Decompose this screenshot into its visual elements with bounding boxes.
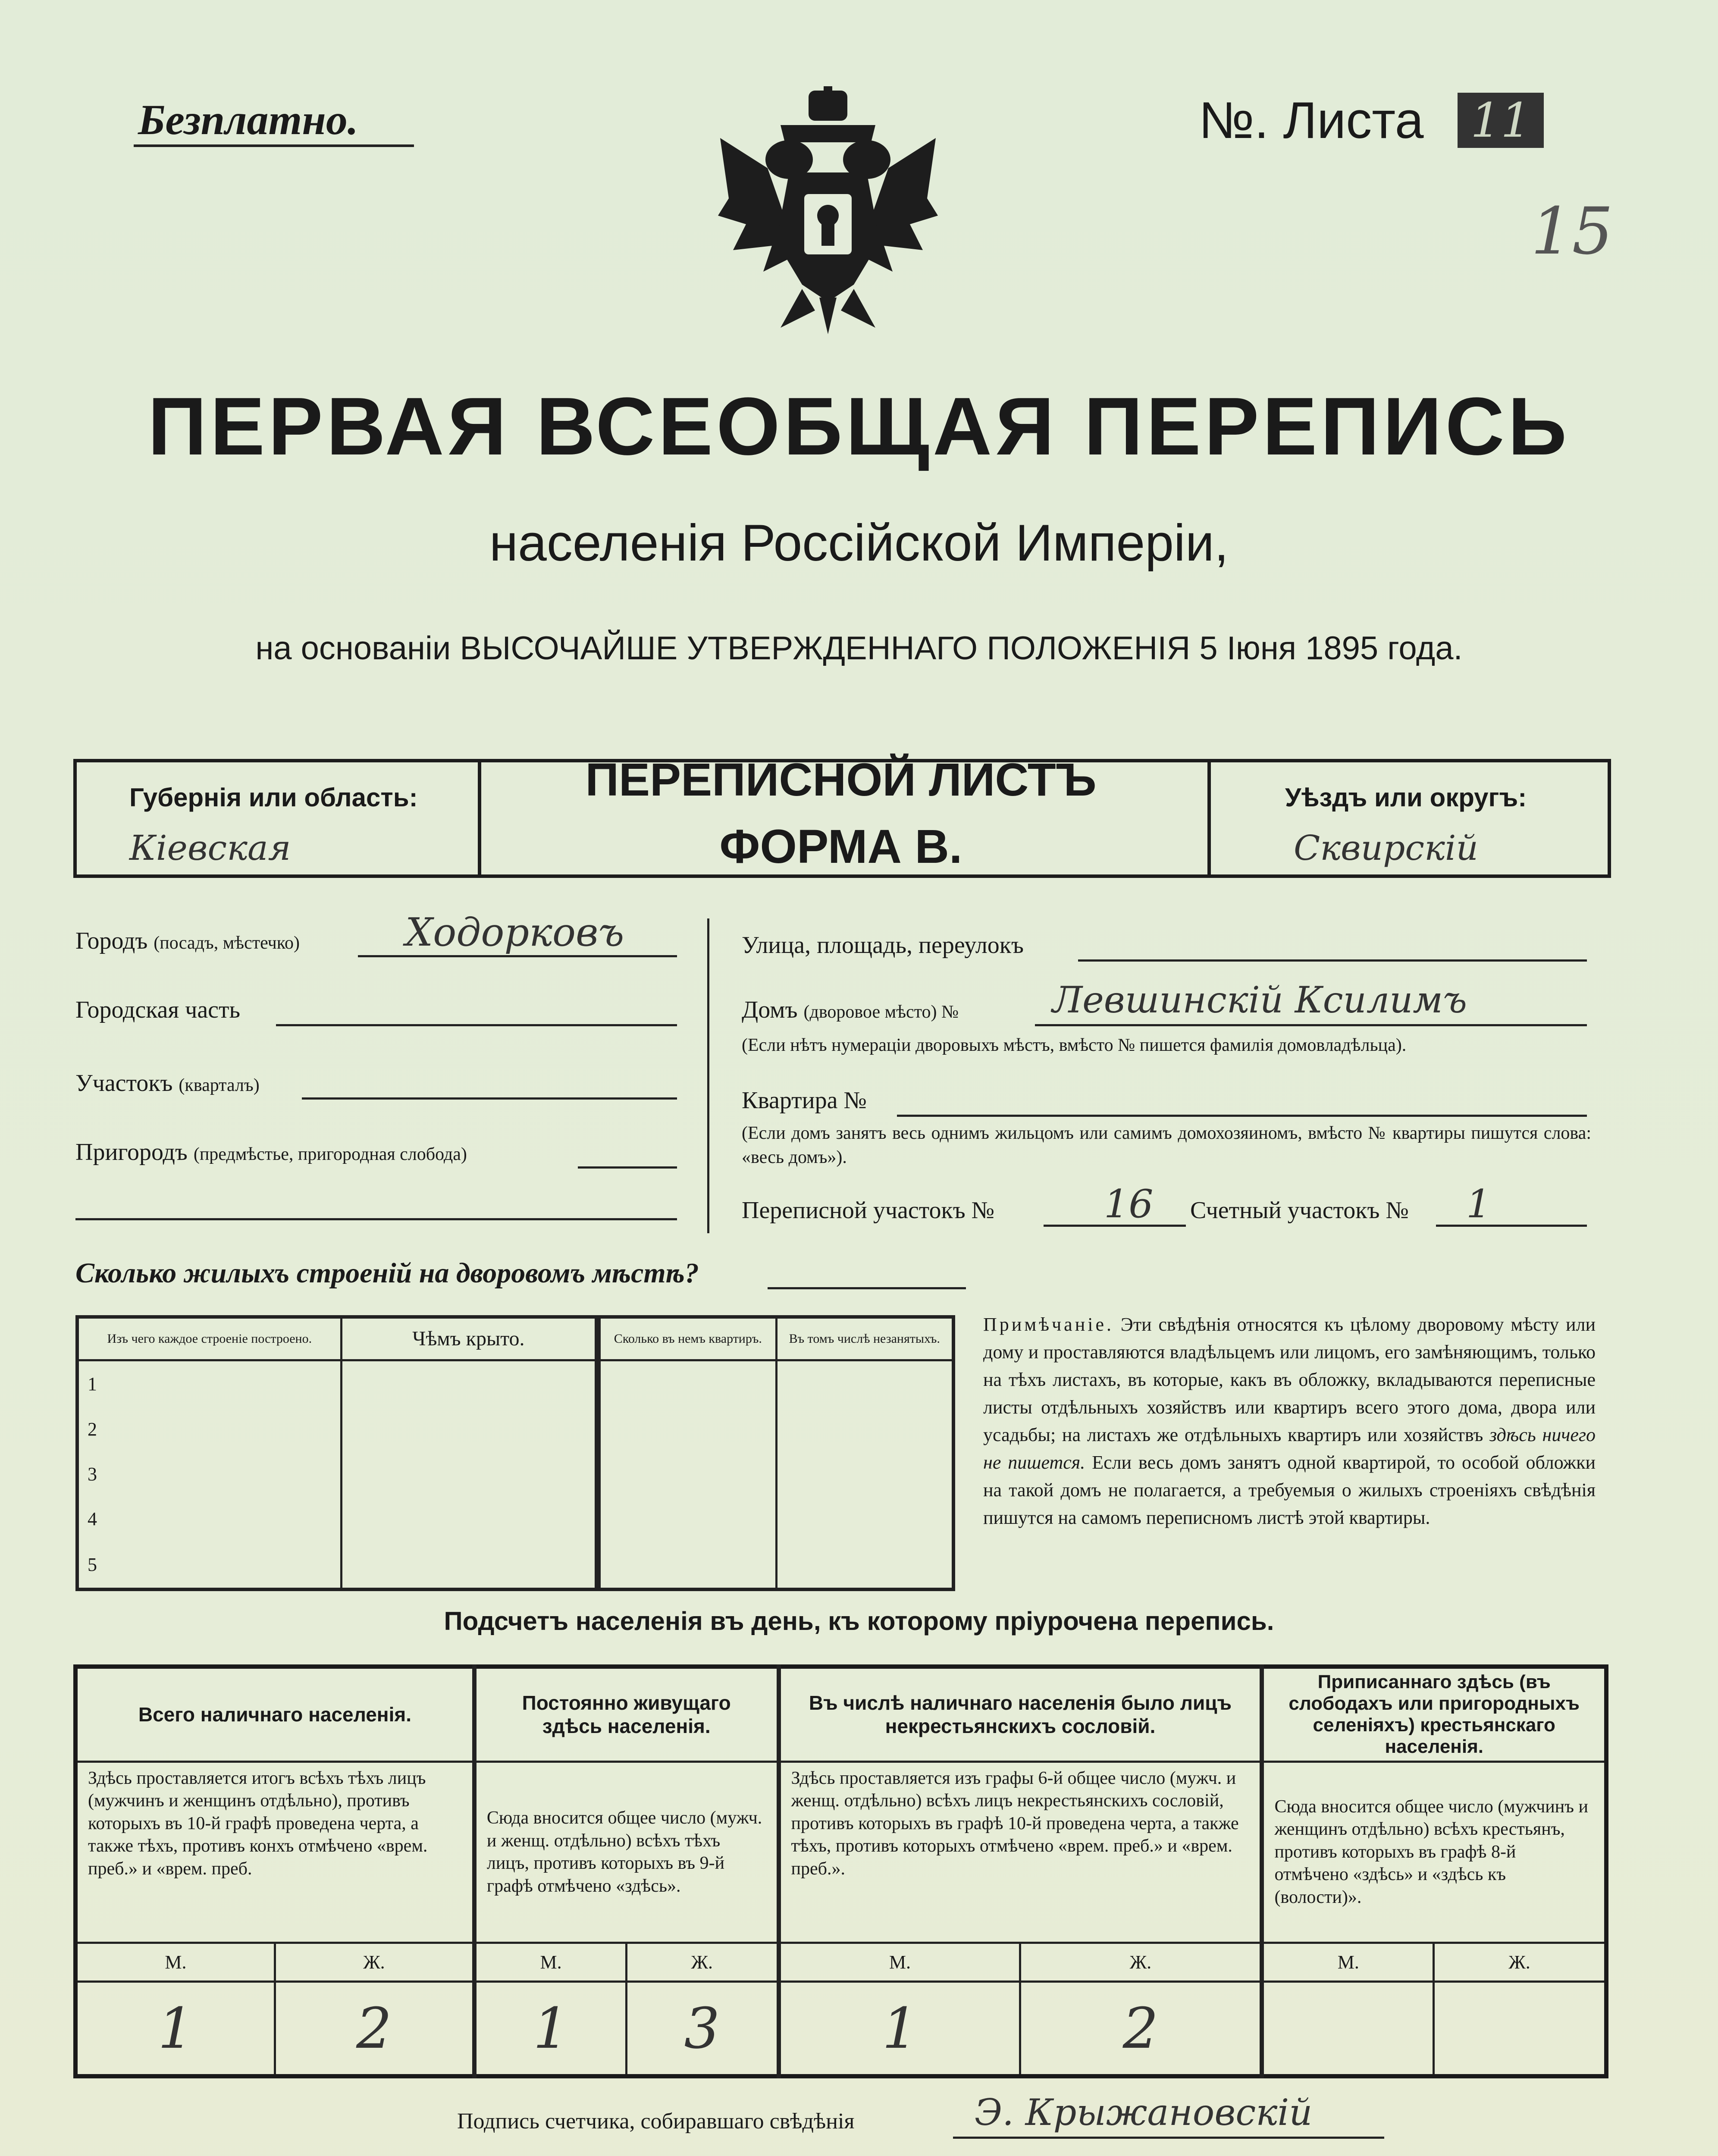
count-table: Всего наличнаго населенія. Постоянно живущаго здѣсь населенія. Въ числѣ наличнаго населенія было лицъ некрестьянскихъ сословій. Приписаннаго здѣсь (въ слободахъ или пригородныхъ селеніяхъ) крестьянскаго населенія. Здѣсь проставляется итогъ всѣхъ тѣхъ лицъ (мужчинъ и женщинъ отдѣльно), противъ которыхъ въ 10-й графѣ проведена черта, а также тѣхъ, противъ конхъ отмѣчено «врем. преб.» и «врем. преб. Сюда вносится общее число (мужч. и женщ. отдѣльно) всѣхъ тѣхъ лицъ, противъ которыхъ въ 9-й графѣ отмѣчено «здѣсь». Здѣсь проставляется изъ графы 6-й общее число (мужч. и женщ. отдѣльно) всѣхъ лицъ некрестьянскихъ сословій, противъ которыхъ въ графѣ 10-й проведена черта, а также тѣхъ, противъ которыхъ отмѣчено «врем. преб.» и «врем. преб.». Сюда вносится общее число (мужчинъ и женщинъ отдѣльно) всѣхъ крестьянъ, противъ которыхъ въ графѣ 8-й отмѣчено «здѣсь» и «здѣсь къ (волости)». М. Ж. М. Ж. М. Ж. М. Ж. 1 2 1 3 1 2	[73, 1664, 1608, 2078]
buildings-answer-line	[768, 1287, 966, 1289]
buildings-table	[75, 1315, 955, 1591]
suburb-line-2	[75, 1218, 677, 1220]
district-value[interactable]: Сквирскій	[1294, 828, 1478, 868]
city-part-field: Городская часть	[75, 997, 241, 1023]
city-part-line	[276, 1024, 677, 1026]
count-col-permanent: Постоянно живущаго здѣсь населенія.	[474, 1667, 779, 1761]
count-value[interactable]: 1	[75, 1981, 275, 2076]
signature-value[interactable]: Э. Крыжановскій	[975, 2091, 1313, 2134]
free-label: Безплатно.	[138, 96, 358, 144]
buildings-question: Сколько жилыхъ строеній на дворовомъ мѣстѣ?	[75, 1257, 699, 1289]
house-value[interactable]: Левшинскій Ксилимъ	[1052, 979, 1467, 1021]
count-col-total: Всего наличнаго населенія.	[75, 1667, 474, 1761]
buildings-col-material: Изъ чего каждое строеніе построено.	[77, 1317, 341, 1360]
count-col-nonpeasant: Въ числѣ наличнаго населенія было лицъ некрестьянскихъ сословій.	[779, 1667, 1262, 1761]
apartment-field: Квартира №	[742, 1087, 867, 1114]
precinct-line	[302, 1097, 677, 1100]
house-field: Домъ (дворовое мѣсто) №	[742, 997, 959, 1023]
count-area-value[interactable]: 1	[1466, 1181, 1491, 1227]
corner-mark: 15	[1531, 194, 1613, 269]
count-value[interactable]: 1	[474, 1981, 627, 2076]
city-field: Городъ (посадъ, мѣстечко)	[75, 928, 300, 954]
table-row: 1	[77, 1360, 953, 1407]
form-name: ФОРМА В.	[719, 820, 962, 873]
apartment-line	[897, 1115, 1587, 1117]
count-value[interactable]	[1434, 1981, 1606, 2076]
buildings-col-roof: Чѣмъ крыто.	[341, 1317, 598, 1360]
count-area-field: Счетный участокъ №	[1190, 1197, 1409, 1224]
table-row: 4	[77, 1496, 953, 1541]
count-value[interactable]: 2	[1020, 1981, 1262, 2076]
street-line	[1078, 959, 1587, 962]
sheet-title: ПЕРЕПИСНОЙ ЛИСТЪ	[585, 753, 1097, 805]
buildings-col-apartments: Сколько въ немъ квартиръ.	[598, 1317, 776, 1360]
sheet-number-label: №. Листа	[1199, 91, 1424, 149]
city-line	[358, 955, 677, 957]
count-value[interactable]: 2	[275, 1981, 474, 2076]
apartment-note: (Если домъ занятъ весь однимъ жильцомъ или самимъ домохозяиномъ, вмѣсто № квартиры пишутся слова: «весь домъ»).	[742, 1123, 1591, 1167]
house-note: (Если нѣтъ нумераціи дворовыхъ мѣстъ, вмѣсто № пишется фамилія домовладѣльца).	[742, 1035, 1407, 1055]
count-value[interactable]: 1	[779, 1981, 1020, 2076]
imperial-eagle-icon	[716, 86, 940, 336]
governorate-value[interactable]: Кіевская	[129, 828, 291, 868]
buildings-col-vacant: Въ томъ числѣ незанятыхъ.	[776, 1317, 953, 1360]
page-subtitle: населенія Россійской Имперіи,	[489, 514, 1229, 572]
signature-line	[953, 2137, 1384, 2139]
table-row: 5	[77, 1541, 953, 1589]
suburb-line	[578, 1166, 677, 1169]
precinct-field: Участокъ (кварталъ)	[75, 1070, 260, 1097]
governorate-label: Губернія или область:	[129, 783, 418, 812]
signature-label: Подпись счетчика, собиравшаго свѣдѣнія	[457, 2109, 855, 2134]
table-row: 3	[77, 1452, 953, 1497]
sheet-number-value: 11	[1458, 93, 1544, 148]
count-heading: Подсчетъ населенія въ день, къ которому пріурочена перепись.	[444, 1607, 1274, 1636]
legal-basis: на основаніи ВЫСОЧАЙШЕ УТВЕРЖДЕННАГО ПОЛОЖЕНІЯ 5 Іюня 1895 года.	[255, 630, 1463, 667]
suburb-field: Пригородъ (предмѣстье, пригородная слобода)	[75, 1139, 467, 1166]
count-col-peasant: Приписаннаго здѣсь (въ слободахъ или пригородныхъ селеніяхъ) крестьянскаго населенія.	[1262, 1667, 1606, 1761]
count-value[interactable]: 3	[627, 1981, 779, 2076]
street-field: Улица, площадь, переулокъ	[742, 932, 1024, 959]
census-area-value[interactable]: 16	[1104, 1181, 1154, 1227]
free-underline	[134, 144, 414, 147]
house-line	[1035, 1024, 1587, 1026]
note-block: Примѣчаніе. Эти свѣдѣнія относятся къ цѣлому дворовому мѣсту или дому и проставляются владѣльцемъ или лицомъ, его замѣняющимъ, только на тѣхъ листахъ, въ которые, какъ въ обложку, вкладываются переписные листы отдѣльныхъ хозяйствъ или квартиръ всего этого дома, двора или усадьбы; на листахъ же отдѣльныхъ квартиръ или хозяйствъ здѣсь ничего не пишется. Если весь домъ занятъ одной квартирой, то особой обложки на такой домъ не полагается, а требуемыя о жилыхъ строеніяхъ свѣдѣнія пишутся на самомъ переписномъ листѣ этой квартиры.	[983, 1314, 1596, 1528]
count-area-line	[1436, 1225, 1587, 1227]
city-value[interactable]: Ходорковъ	[405, 910, 624, 955]
district-label: Уѣздъ или округъ:	[1285, 783, 1527, 812]
page-title: ПЕРВАЯ ВСЕОБЩАЯ ПЕРЕПИСЬ	[147, 381, 1571, 472]
census-area-field: Переписной участокъ №	[742, 1197, 995, 1224]
table-row: 2	[77, 1407, 953, 1452]
count-value[interactable]	[1262, 1981, 1433, 2076]
fields-divider	[707, 918, 709, 1233]
